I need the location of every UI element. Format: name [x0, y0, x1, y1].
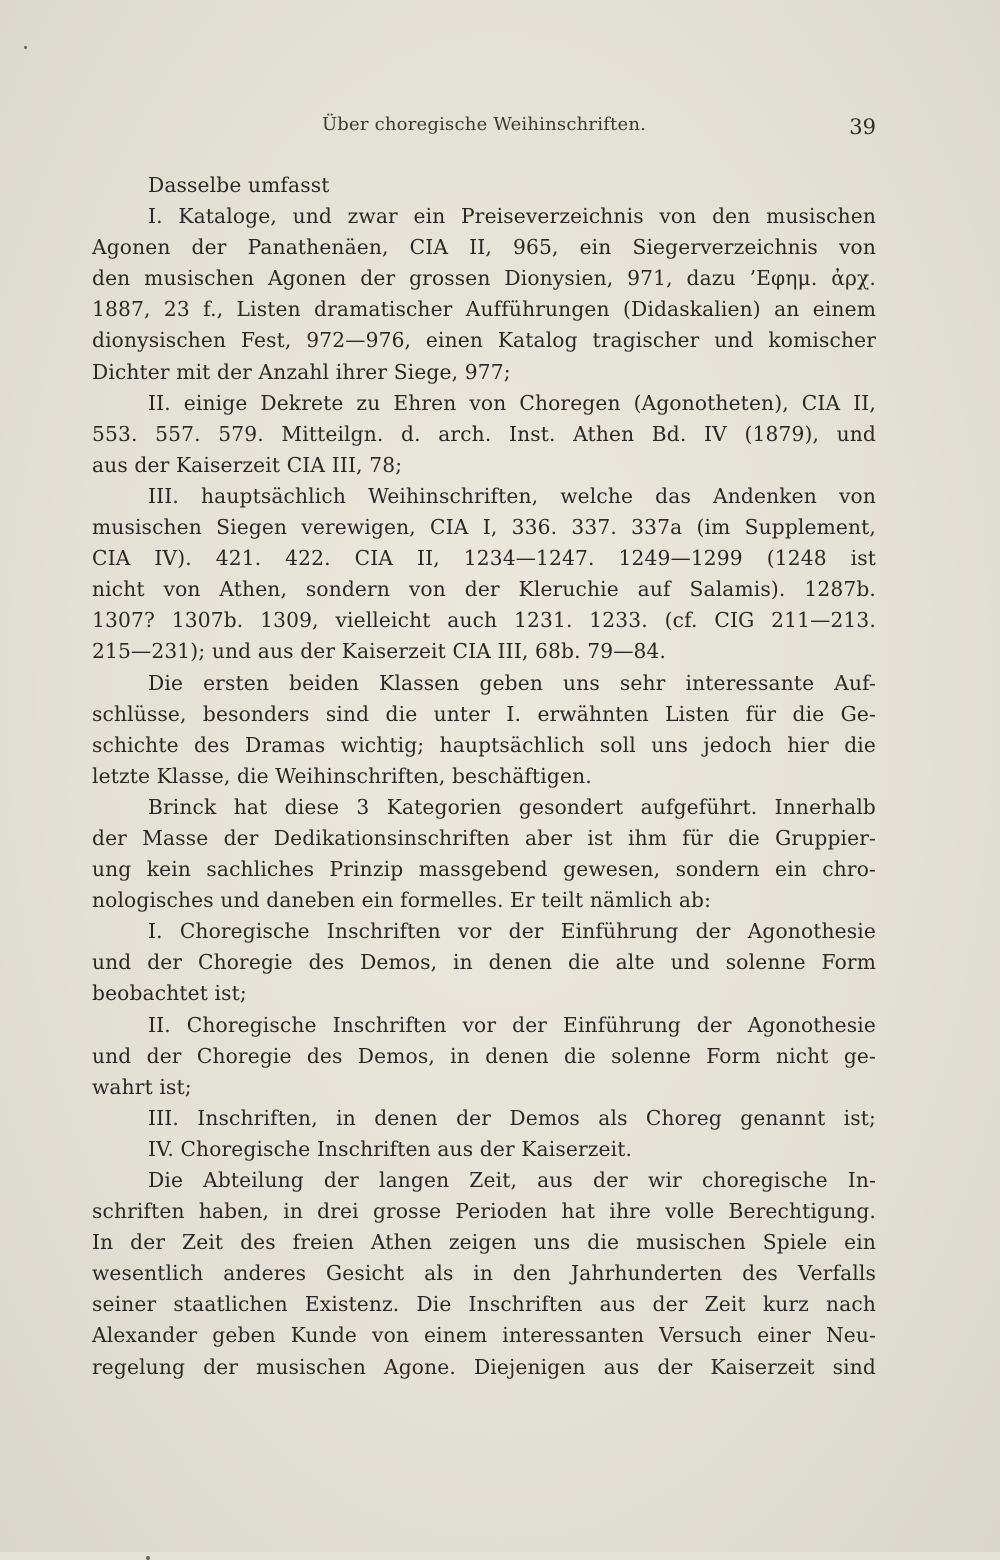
text-line: und der Choregie des Demos, in denen die alte und solenne Form	[92, 950, 876, 975]
text-line: den musischen Agonen der grossen Dionysien, 971, dazu ’Εφημ. ἀρχ.	[92, 266, 876, 291]
text-line: wesentlich anderes Gesicht als in den Jahrhunderten des Verfalls	[92, 1261, 876, 1286]
text-line: Dasselbe umfasst	[148, 173, 330, 197]
text-line: Alexander geben Kunde von einem interessanten Versuch einer Neu-	[92, 1323, 876, 1348]
paper-speck	[24, 46, 27, 49]
text-line: 1307? 1307b. 1309, vielleicht auch 1231. 1233. (cf. CIG 211—213.	[92, 608, 876, 633]
text-line: 1887, 23 f., Listen dramatischer Aufführungen (Didaskalien) an einem	[92, 297, 876, 322]
text-line: regelung der musischen Agone. Diejenigen aus der Kaiserzeit sind	[92, 1354, 876, 1379]
text-line: nologisches und daneben ein formelles. Er teilt nämlich ab:	[92, 888, 712, 913]
text-line: Brinck hat diese 3 Kategorien gesondert aufgeführt. Innerhalb	[148, 794, 876, 819]
text-line: schichte des Dramas wichtig; hauptsächlich soll uns jedoch hier die	[92, 732, 876, 757]
running-title: Über choregische Weihinschriften.	[321, 114, 647, 135]
text-line: aus der Kaiserzeit CIA III, 78;	[92, 452, 403, 477]
text-line: II. Choregische Inschriften vor der Einführung der Agonothesie	[148, 1012, 876, 1037]
text-line: beobachtet ist;	[92, 981, 247, 1006]
text-line: wahrt ist;	[92, 1074, 192, 1099]
text-line: schlüsse, besonders sind die unter I. erwähnten Listen für die Ge-	[92, 701, 876, 726]
text-line: schriften haben, in drei grosse Perioden hat ihre volle Berechtigung.	[92, 1199, 876, 1224]
text-line: I. Kataloge, und zwar ein Preiseverzeichnis von den musischen	[148, 204, 876, 229]
text-line: letzte Klasse, die Weihinschriften, beschäftigen.	[92, 763, 592, 788]
text-line: IV. Choregische Inschriften aus der Kaiserzeit.	[148, 1136, 633, 1161]
text-line: musischen Siegen verewigen, CIA I, 336. 337. 337a (im Supplement,	[92, 515, 876, 540]
text-line: 553. 557. 579. Mitteilgn. d. arch. Inst. Athen Bd. IV (1879), und	[92, 421, 876, 446]
text-line: und der Choregie des Demos, in denen die solenne Form nicht ge-	[92, 1043, 876, 1068]
text-line: seiner staatlichen Existenz. Die Inschriften aus der Zeit kurz nach	[92, 1292, 876, 1317]
text-line: nicht von Athen, sondern von der Kleruchie auf Salamis). 1287b.	[92, 577, 876, 602]
running-head	[92, 114, 876, 144]
text-line: CIA IV). 421. 422. CIA II, 1234—1247. 1249—1299 (1248 ist	[92, 546, 876, 571]
paper-speck	[146, 1556, 150, 1560]
page-number: 39	[849, 115, 876, 139]
text-line: I. Choregische Inschriften vor der Einführung der Agonothesie	[148, 919, 876, 944]
text-line: der Masse der Dedikationsinschriften aber ist ihm für die Gruppier-	[92, 825, 876, 850]
text-line: Die Abteilung der langen Zeit, aus der wir choregische In-	[148, 1168, 876, 1192]
text-line: In der Zeit des freien Athen zeigen uns die musischen Spiele ein	[92, 1230, 876, 1255]
text-line: Die ersten beiden Klassen geben uns sehr interessante Auf-	[148, 670, 876, 695]
text-line: Dichter mit der Anzahl ihrer Siege, 977;	[92, 359, 511, 384]
text-line: Agonen der Panathenäen, CIA II, 965, ein Siegerverzeichnis von	[92, 235, 876, 260]
text-line: ung kein sachliches Prinzip massgebend gewesen, sondern ein chro-	[92, 857, 876, 882]
text-line: dionysischen Fest, 972—976, einen Katalog tragischer und komischer	[92, 328, 876, 353]
text-line: III. hauptsächlich Weihinschriften, welche das Andenken von	[148, 483, 876, 508]
text-line: II. einige Dekrete zu Ehren von Choregen (Agonotheten), CIA II,	[148, 390, 876, 415]
text-line: III. Inschriften, in denen der Demos als Choreg genannt ist;	[148, 1105, 876, 1130]
text-line: 215—231); und aus der Kaiserzeit CIA III, 68b. 79—84.	[92, 639, 667, 664]
body-text	[92, 170, 876, 1383]
